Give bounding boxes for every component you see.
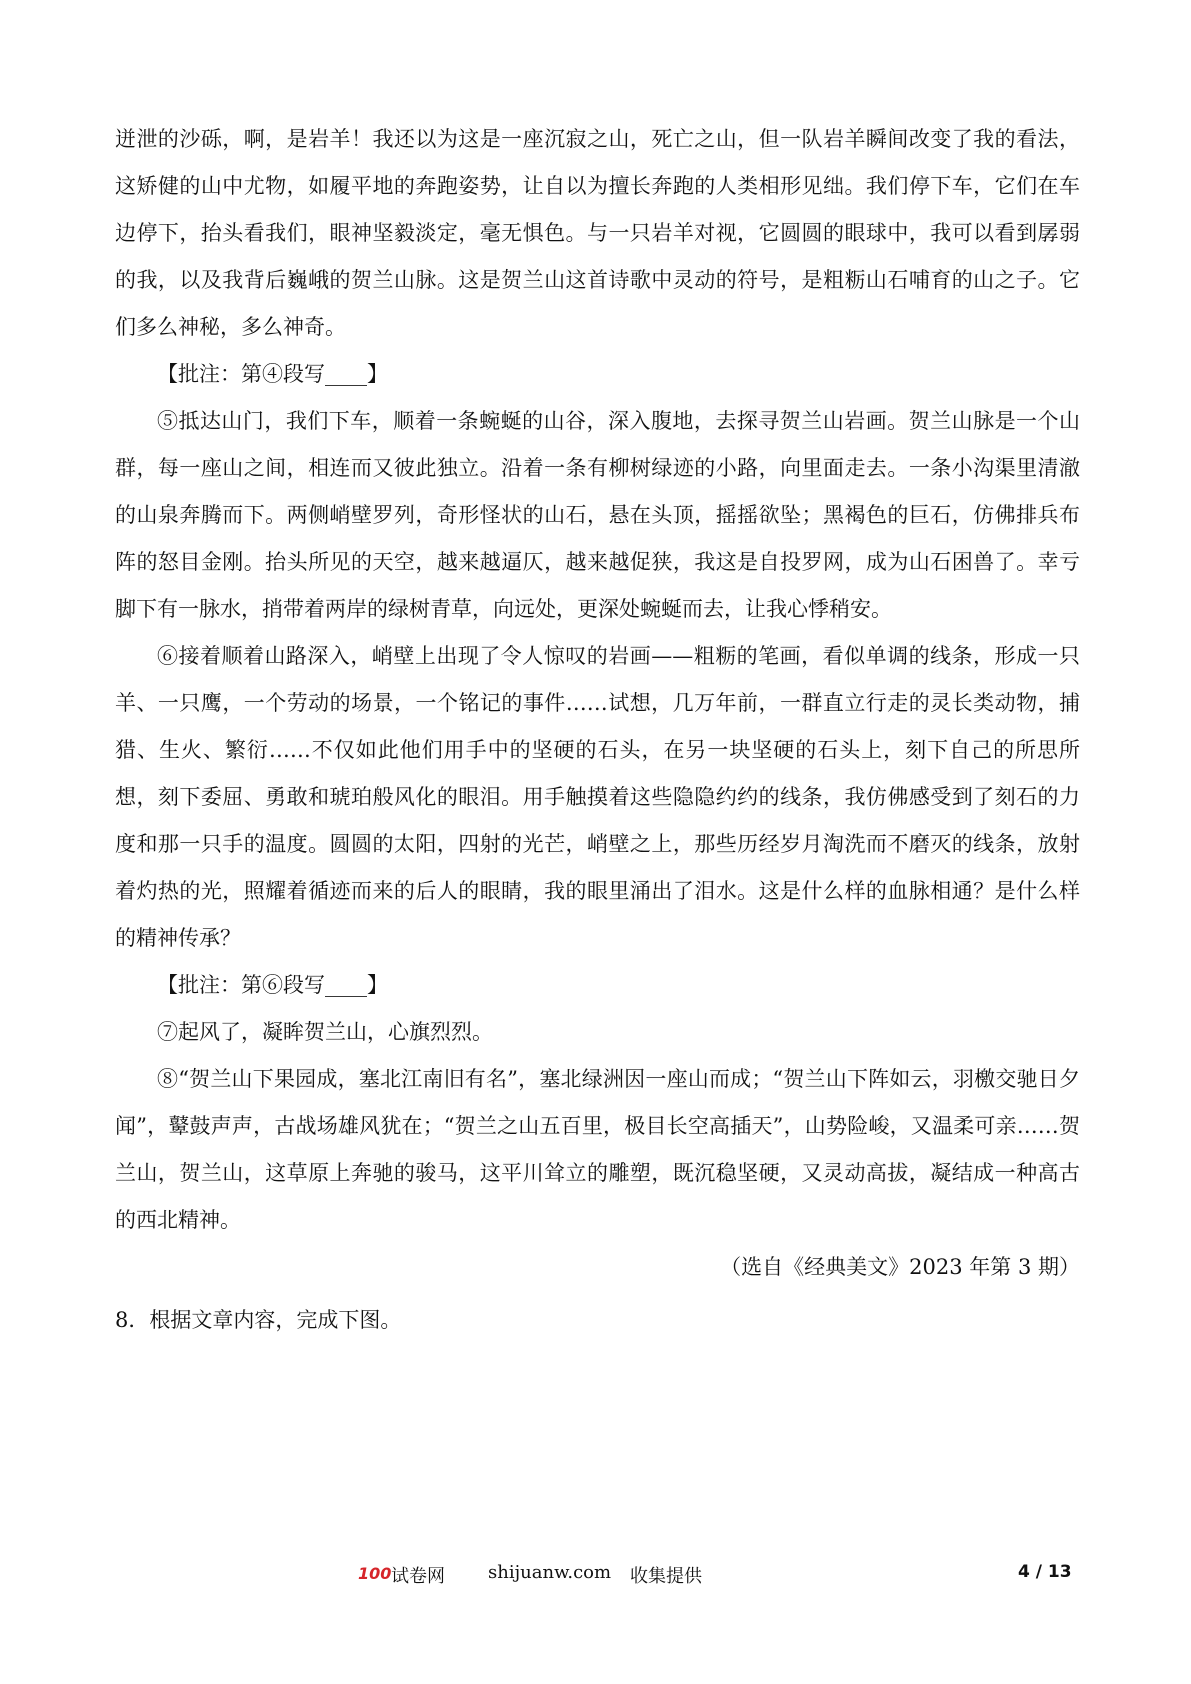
paragraph-5: ⑤抵达山门，我们下车，顺着一条蜿蜒的山谷，深入腹地，去探寻贺兰山岩画。贺兰山脉是一个山群，每一座山之间，相连而又彼此独立。沿着一条有柳树绿迹的小路，向里面走去。一条小沟渠里清澈的山泉奔腾而下。两侧峭壁罗列，奇形怪状的山石，悬在头顶，摇摇欲坠；黑褐色的巨石，仿佛排兵布阵的怒目金刚。抬头所见的天空，越来越逼仄，越来越促狭，我这是自投罗网，成为山石困兽了。幸亏脚下有一脉水，捎带着两岸的绿树青草，向远处，更深处蜿蜒而去，让我心悸稍安。 bbox=[115, 409, 1080, 621]
article-body bbox=[115, 116, 1080, 1344]
site-name: 试卷网 bbox=[391, 1566, 445, 1587]
question-8: 8．根据文章内容，完成下图。 bbox=[115, 1308, 402, 1332]
paragraph-6: ⑥接着顺着山路深入，峭壁上出现了令人惊叹的岩画——粗粝的笔画，看似单调的线条，形成一只羊、一只鹰，一个劳动的场景，一个铭记的事件……试想，几万年前，一群直立行走的灵长类动物，捕猎、生火、繁衍……不仅如此他们用手中的坚硬的石头，在另一块坚硬的石头上，刻下自己的所思所想，刻下委屈、勇敢和琥珀般风化的眼泪。用手触摸着这些隐隐约约的线条，我仿佛感受到了刻石的力度和那一只手的温度。圆圆的太阳，四射的光芒，峭壁之上，那些历经岁月淘洗而不磨灭的线条，放射着灼热的光，照耀着循迹而来的后人的眼睛，我的眼里涌出了泪水。这是什么样的血脉相通？是什么样的精神传承？ bbox=[115, 644, 1080, 950]
annotation-paragraph-6: 【批注：第⑥段写____】 bbox=[157, 973, 388, 997]
paragraph-7: ⑦起风了，凝眸贺兰山，心旗烈烈。 bbox=[157, 1020, 493, 1044]
provider-text: 收集提供 bbox=[630, 1566, 702, 1587]
source-citation: （选自《经典美文》2023 年第 3 期） bbox=[720, 1255, 1080, 1279]
paragraph-8: ⑧“贺兰山下果园成，塞北江南旧有名”，塞北绿洲因一座山而成；“贺兰山下阵如云，羽檄交驰日夕闻”，鼙鼓声声，古战场雄风犹在；“贺兰之山五百里，极目长空高插天”，山势险峻，又温柔可亲……贺兰山，贺兰山，这草原上奔驰的骏马，这平川耸立的雕塑，既沉稳坚硬，又灵动高拔，凝结成一种高古的西北精神。 bbox=[115, 1067, 1080, 1232]
page-footer bbox=[0, 1562, 1191, 1592]
annotation-paragraph-4: 【批注：第④段写____】 bbox=[157, 362, 388, 386]
site-logo: 100 bbox=[358, 1564, 392, 1583]
page-number: 4 / 13 bbox=[1018, 1562, 1072, 1582]
site-domain: shijuanw.com bbox=[488, 1562, 612, 1583]
paragraph-4-continued: 迸泄的沙砾，啊，是岩羊！我还以为这是一座沉寂之山，死亡之山，但一队岩羊瞬间改变了我的看法，这矫健的山中尤物，如履平地的奔跑姿势，让自以为擅长奔跑的人类相形见绌。我们停下车，它们在车边停下，抬头看我们，眼神坚毅淡定，毫无惧色。与一只岩羊对视，它圆圆的眼球中，我可以看到孱弱的我，以及我背后巍峨的贺兰山脉。这是贺兰山这首诗歌中灵动的符号，是粗粝山石哺育的山之子。它们多么神秘，多么神奇。 bbox=[115, 127, 1080, 339]
